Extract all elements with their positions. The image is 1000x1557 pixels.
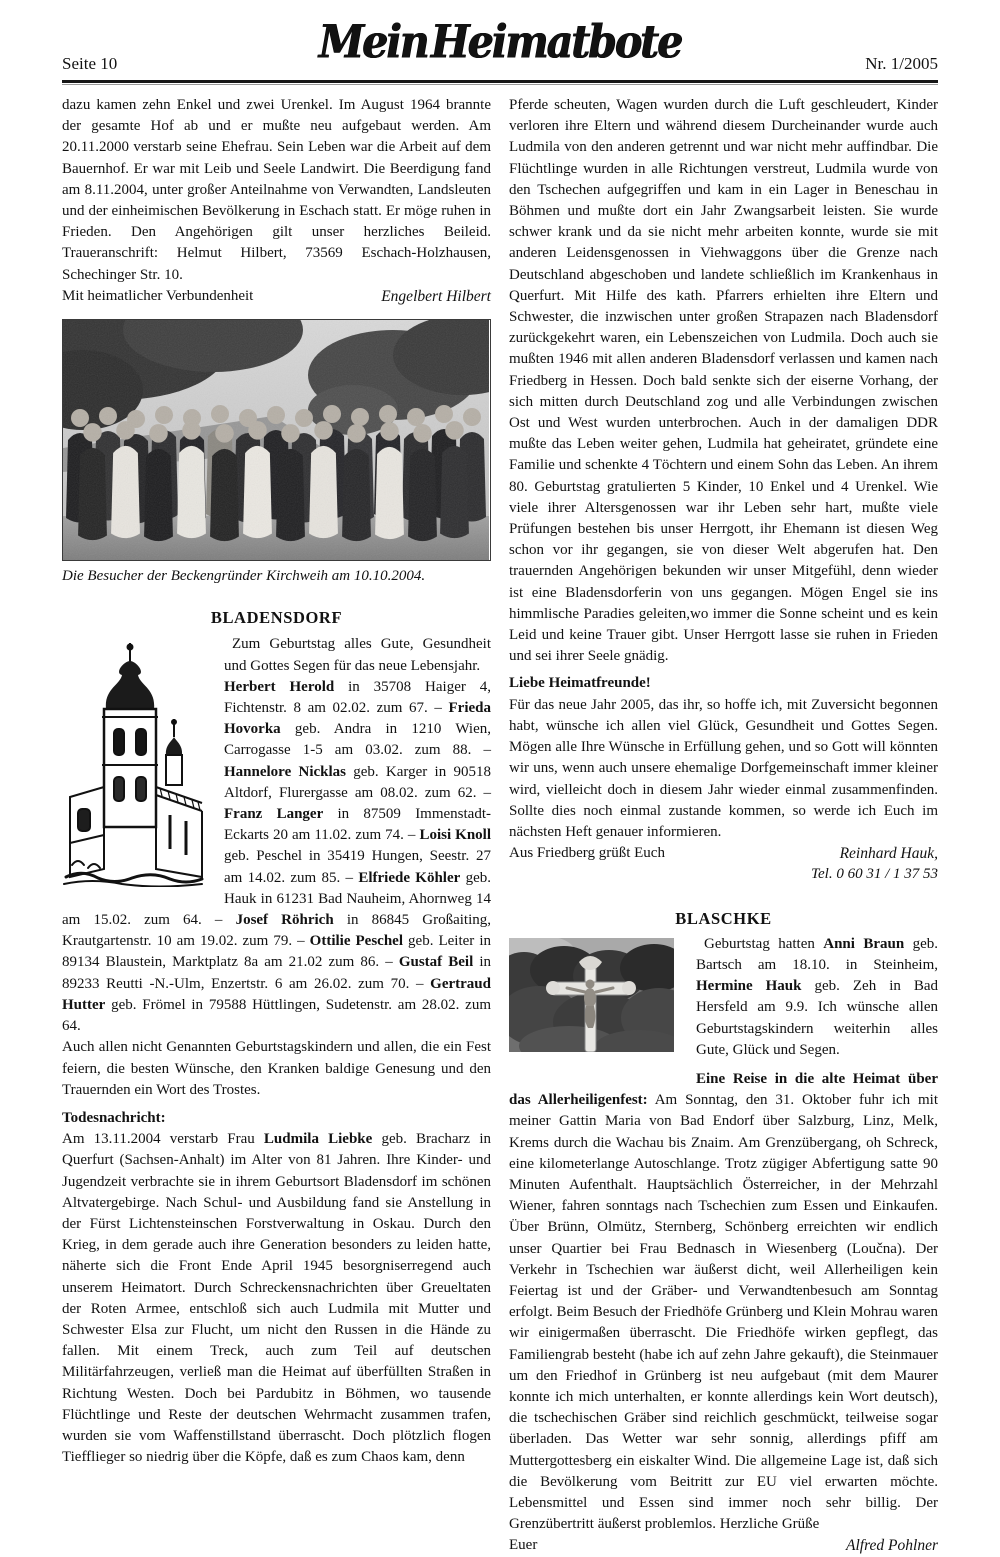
obituary-signoff — [62, 286, 491, 307]
crucifix-photo — [509, 938, 674, 1052]
issue-number: Nr. 1/2005 — [865, 54, 938, 73]
refugee-story-continuation: Pferde scheuten, Wagen wurden durch die Luft geschleudert, Kinder verloren ihre Eltern und während diesem Durcheinander wurde auch Ludmila von den anderen getrennt und war nicht mehr auffindbar. Die Flüchtlinge wurden in alle Richtungen verstreut, Ludmila wurde von den Tschechen aufgegriffen und kam in ein Lager in Beneschau in Böhmen und mußte dort ein Jahr Zwangsarbeit leisten. Sie wurde schwer krank und da sie nicht mehr arbeiten konnte, wurde sie mit anderen Leidensgenossen in Viehwaggons über die Grenze nach Deutschland abgeschoben und landete schließlich im Krankenhaus in Querfurt. Mit Hilfe des kath. Pfarrers erhielten ihre Eltern und Schwester, die inzwischen unter großen Strapazen nach Bladensdorf zurückgekehrt waren, ein Lebenszeichen von Ludmila. Doch auch sie mußten 1946 mit allen anderen Bladensdorf verlassen und kamen nach Friedberg in Hessen. Doch bald senkte sich der eiserne Vorhang, der sich mitten durch Deutschland zog und alle Verbindungen zwischen Ost und West wurden unterbrochen. Auch in der damaligen DDR mußte das Leben weiter gehen, Ludmila hat geheiratet, gründete eine Familie und schenkte 4 Töchtern und einem Sohn das Leben. An ihrem 80. Geburtstag gratulierten 5 Kinder, 10 Enkel und 4 Urenkel. Wie viele ihrer Altersgenossen war ihr Leben sehr hart, mußte viele Prüfungen bestehen bis unser Herrgott, ihr Ehemann ist diesen Weg schon vor ihr gegangen, sie von dieser Welt abgerufen hat. Den trauernden Angehörigen bekunden wir unser Mitgefühl, denn wieder ist eine Bladensdorferin von uns gegangen. Mögen Engel sie ins himmlische Paradies geleiten,wo immer die Sonne scheint und es kein Leid und keine Trauer gibt. Unser Herrgott lasse sie ruhen in Frieden und sei ihrer Seele gnädig. — [509, 97, 938, 665]
masthead-logo: Mein Heimatbote — [318, 15, 682, 69]
obituary-signoff-left: Mit heimatlicher Verbundenheit — [62, 287, 254, 304]
church-drawing — [62, 637, 204, 887]
general-wishes: Auch allen nicht Genannten Geburtstagskindern und allen, die ein Fest feiern, die besten Wünsche, den Kranken baldige Genesung und den Trauernden ein Wort des Trostes. — [62, 1039, 491, 1098]
section-bladensdorf — [62, 607, 491, 1101]
birthday-list: Herbert Herold in 35708 Haiger 4, Fichtenstr. 8 am 02.02. zum 67. – Frieda Hovorka geb. Andra in 1210 Wien, Carrogasse 1-5 am 03.02. zum 88. – Hannelore Nicklas geb. Karger in 90518 Altdorf, Flurergasse am 08.02. zum 62. – Franz Langer in 87509 Immenstadt-Eckarts 20 am 11.02. zum 74. – Loisi Knoll geb. Peschel in 35419 Hungen, Seestr. 27 am 14.02. zum 85. – Elfriede Köhler geb. Hauk in 61231 Bad Nauheim, Ahornweg 14 am 15.02. zum 64. – Josef Röhrich in 86845 Großaiting, Krautgartenstr. 10 am 19.02. zum 79. – Ottilie Peschel geb. Leiter in 89134 Blaustein, Marktplatz 8a am 21.02 zum 86. – Gustaf Beil in 89233 Reutti -N.-Ulm, Enzertstr. 6 am 26.02. zum 70. – Gertraud Hutter geb. Frömel in 79588 Hüttlingen, Sudetenstr. am 28.02. zum 64. — [62, 678, 492, 1035]
birthday-greeting: Zum Geburtstag alles Gute, Gesundheit und Gottes Segen für das neue Lebensjahr. — [224, 636, 491, 674]
heimatfreunde-heading: Liebe Heimatfreunde! — [509, 675, 651, 692]
heimatfreunde-signoff-tel: Tel. 0 60 31 / 1 37 53 — [811, 866, 938, 883]
travel-signoff-name: Alfred Pohlner — [846, 1537, 938, 1555]
todesnachricht-heading: Todesnachricht: — [62, 1109, 166, 1126]
kirchweih-group-photo — [62, 319, 491, 561]
heimatfreunde-signoff-name: Reinhard Hauk, — [839, 845, 938, 863]
travel-report: Eine Reise in die alte Heimat über das Allerheiligenfest: Am Sonntag, den 31. Oktober fuhr ich mit meiner Gattin Maria von Bad Endorf über Salzburg, Linz, Melk, Krems durch die Wachau bis Znaim. Am Grenzübergang, oh Schreck, eine kilometerlange Autoschlange. Trotz zügiger Abfertigung satte 90 Minuten Aufenthalt. Hauptsächlich Österreicher, in der Mehrzahl Wiener, fahren sonntags nach Tschechien zum Essen und Einkaufen. Über Brünn, Olmütz, Sternberg, Schönberg erreichten wir endlich unser Quartier bei Frau Bednasch in Wiesenberg (Loučna). Der Verkehr in Tschechien war äußerst dicht, weil Allerheiligen kein Feiertag ist und der Gräber- und Verwandtenbesuch am Sonntag erfolgt. Beim Besuch der Friedhöfe Grünberg und Klein Mohrau waren wir einigermaßen überrascht. Die Friedhöfe wirken gepflegt, das Familiengrab besteht (habe ich auf zehn Jahre gekauft), die Steinmauer um den Friedhof in Grünberg ist neu aufgebaut (mit dem Maurer konnte ich mich unterhalten, er konnte allerdings kein Wort deutsch), die tschechischen Gräber sind reichlich geschmückt, teilweise sogar überladen. Das Wetter war sehr sonnig, allerdings pfiff am Muttergottesberg ein eiskalter Wind. Die allgemeine Lage ist, daß sich die Bevölkerung vom Beitritt zur EU viel erwarten möchte. Lebensmittel und Essen sind immer noch sehr billig. Der Grenzübertritt äußerst problemlos. Herzliche Grüße — [509, 1070, 939, 1533]
section-heimatfreunde — [509, 673, 938, 885]
right-column — [509, 95, 938, 1557]
photo-caption: Die Besucher der Beckengründer Kirchweih am 10.10.2004. — [62, 568, 426, 585]
two-column-body — [62, 95, 938, 1557]
travel-signoff-left: Euer — [509, 1537, 538, 1554]
newspaper-page — [62, 0, 939, 1555]
heimatfreunde-signoff — [509, 843, 938, 864]
obituary-intro-paragraph: dazu kamen zehn Enkel und zwei Urenkel. Im August 1964 brannte der gesamte Hof ab und er mußte neu aufgebaut werden. Am 20.11.2000 verstarb seine Ehefrau. Sein Leben war die Arbeit auf dem Bauernhof. Er war mit Leib und Seele Landwirt. Die Beerdigung fand am 8.11.2004, unter großer Anteilnahme von Verwandten, Landsleuten und der einheimischen Bevölkerung in Eschach statt. Er möge ruhen in Frieden. Den Angehörigen gilt unser herzliches Beileid. Traueranschrift: Helmut Hilbert, 73569 Eschach-Holzhausen, Schechinger Str. 10. — [62, 97, 491, 283]
todesnachricht-body: Am 13.11.2004 verstarb Frau Ludmila Liebke geb. Bracharz in Querfurt (Sachsen-Anhalt) im Alter von 81 Jahren. Ihre Kinder- und Jugendzeit verbrachte sie in ihrem Geburtsort Bladensdorf im schönen Altvatergebirge. Nach Schul- und Ausbildung fand sie Anstellung in der Fürst Lichtensteinschen Forstverwaltung in Oskau. Durch den Krieg, in dem gerade auch ihre Generation besonders zu leiden hatte, näherte sich die Front Ende April 1945 besorgniserregend auch unserem Heimatort. Durch Schreckensnachrichten über Greueltaten der Roten Armee, entschloß sich auch Ludmila mit Mutter und Schwester Elsa zur Flucht, um nicht den Russen in die Hände zu fallen. Mit einem Treck, auch zum Teil auf deutschen Militärfahrzeugen, verließ man die Heimat auf überfüllten Straßen in Richtung Westen. Doch bei Pardubitz in Böhmen, wo tausende Flüchtlinge und Reste der deutschen Wehrmacht zusammen trafen, wurden sie vom Waffenstillstand überrascht. Doch plötzlich flogen Tiefflieger so niedrig über die Köpfe, daß es zum Chaos kam, denn — [62, 1131, 492, 1466]
blaschke-heading: BLASCHKE — [675, 908, 772, 928]
left-column — [62, 95, 491, 1557]
church-drawing-image — [62, 637, 204, 887]
bladensdorf-heading: BLADENSDORF — [210, 608, 343, 628]
section-blaschke — [509, 908, 938, 1557]
kirchweih-group-photo-image — [63, 320, 489, 560]
page-number: Seite 10 — [62, 54, 118, 73]
heimatfreunde-signoff-left: Aus Friedberg grüßt Euch — [509, 845, 665, 862]
crucifix-photo-image — [509, 938, 674, 1052]
obituary-signoff-name: Engelbert Hilbert — [381, 287, 491, 305]
header-rule — [62, 80, 938, 85]
travel-signoff — [509, 1535, 938, 1556]
section-todesnachricht — [62, 1108, 491, 1468]
blaschke-birthdays: Geburtstag hatten Anni Braun geb. Bartsch am 18.10. in Steinheim, Hermine Hauk geb. Zeh in Bad Hersfeld am 9.9. Ich wünsche allen Geburtstagskindern weiterhin alles Gute, Glück und Segen. — [696, 935, 939, 1058]
page-header — [62, 0, 938, 80]
new-year-letter: Für das neue Jahr 2005, das ihr, so hoffe ich, mit Zuversicht begonnen habt, wünsche ich allen viel Glück, Gesundheit und Gottes Segen. Mögen alle Ihre Wünsche in Erfüllung gehen, und so Gott will könnten wir uns, wenn auch unsere ehemalige Dorfgemeinschaft immer kleiner wird, vielleicht doch in diesem Jahr wieder einmal zusammenfinden. Sollte dies noch einmal zustande kommen, so werde ich Euch im nächsten Heft genauer informieren. — [509, 696, 938, 840]
